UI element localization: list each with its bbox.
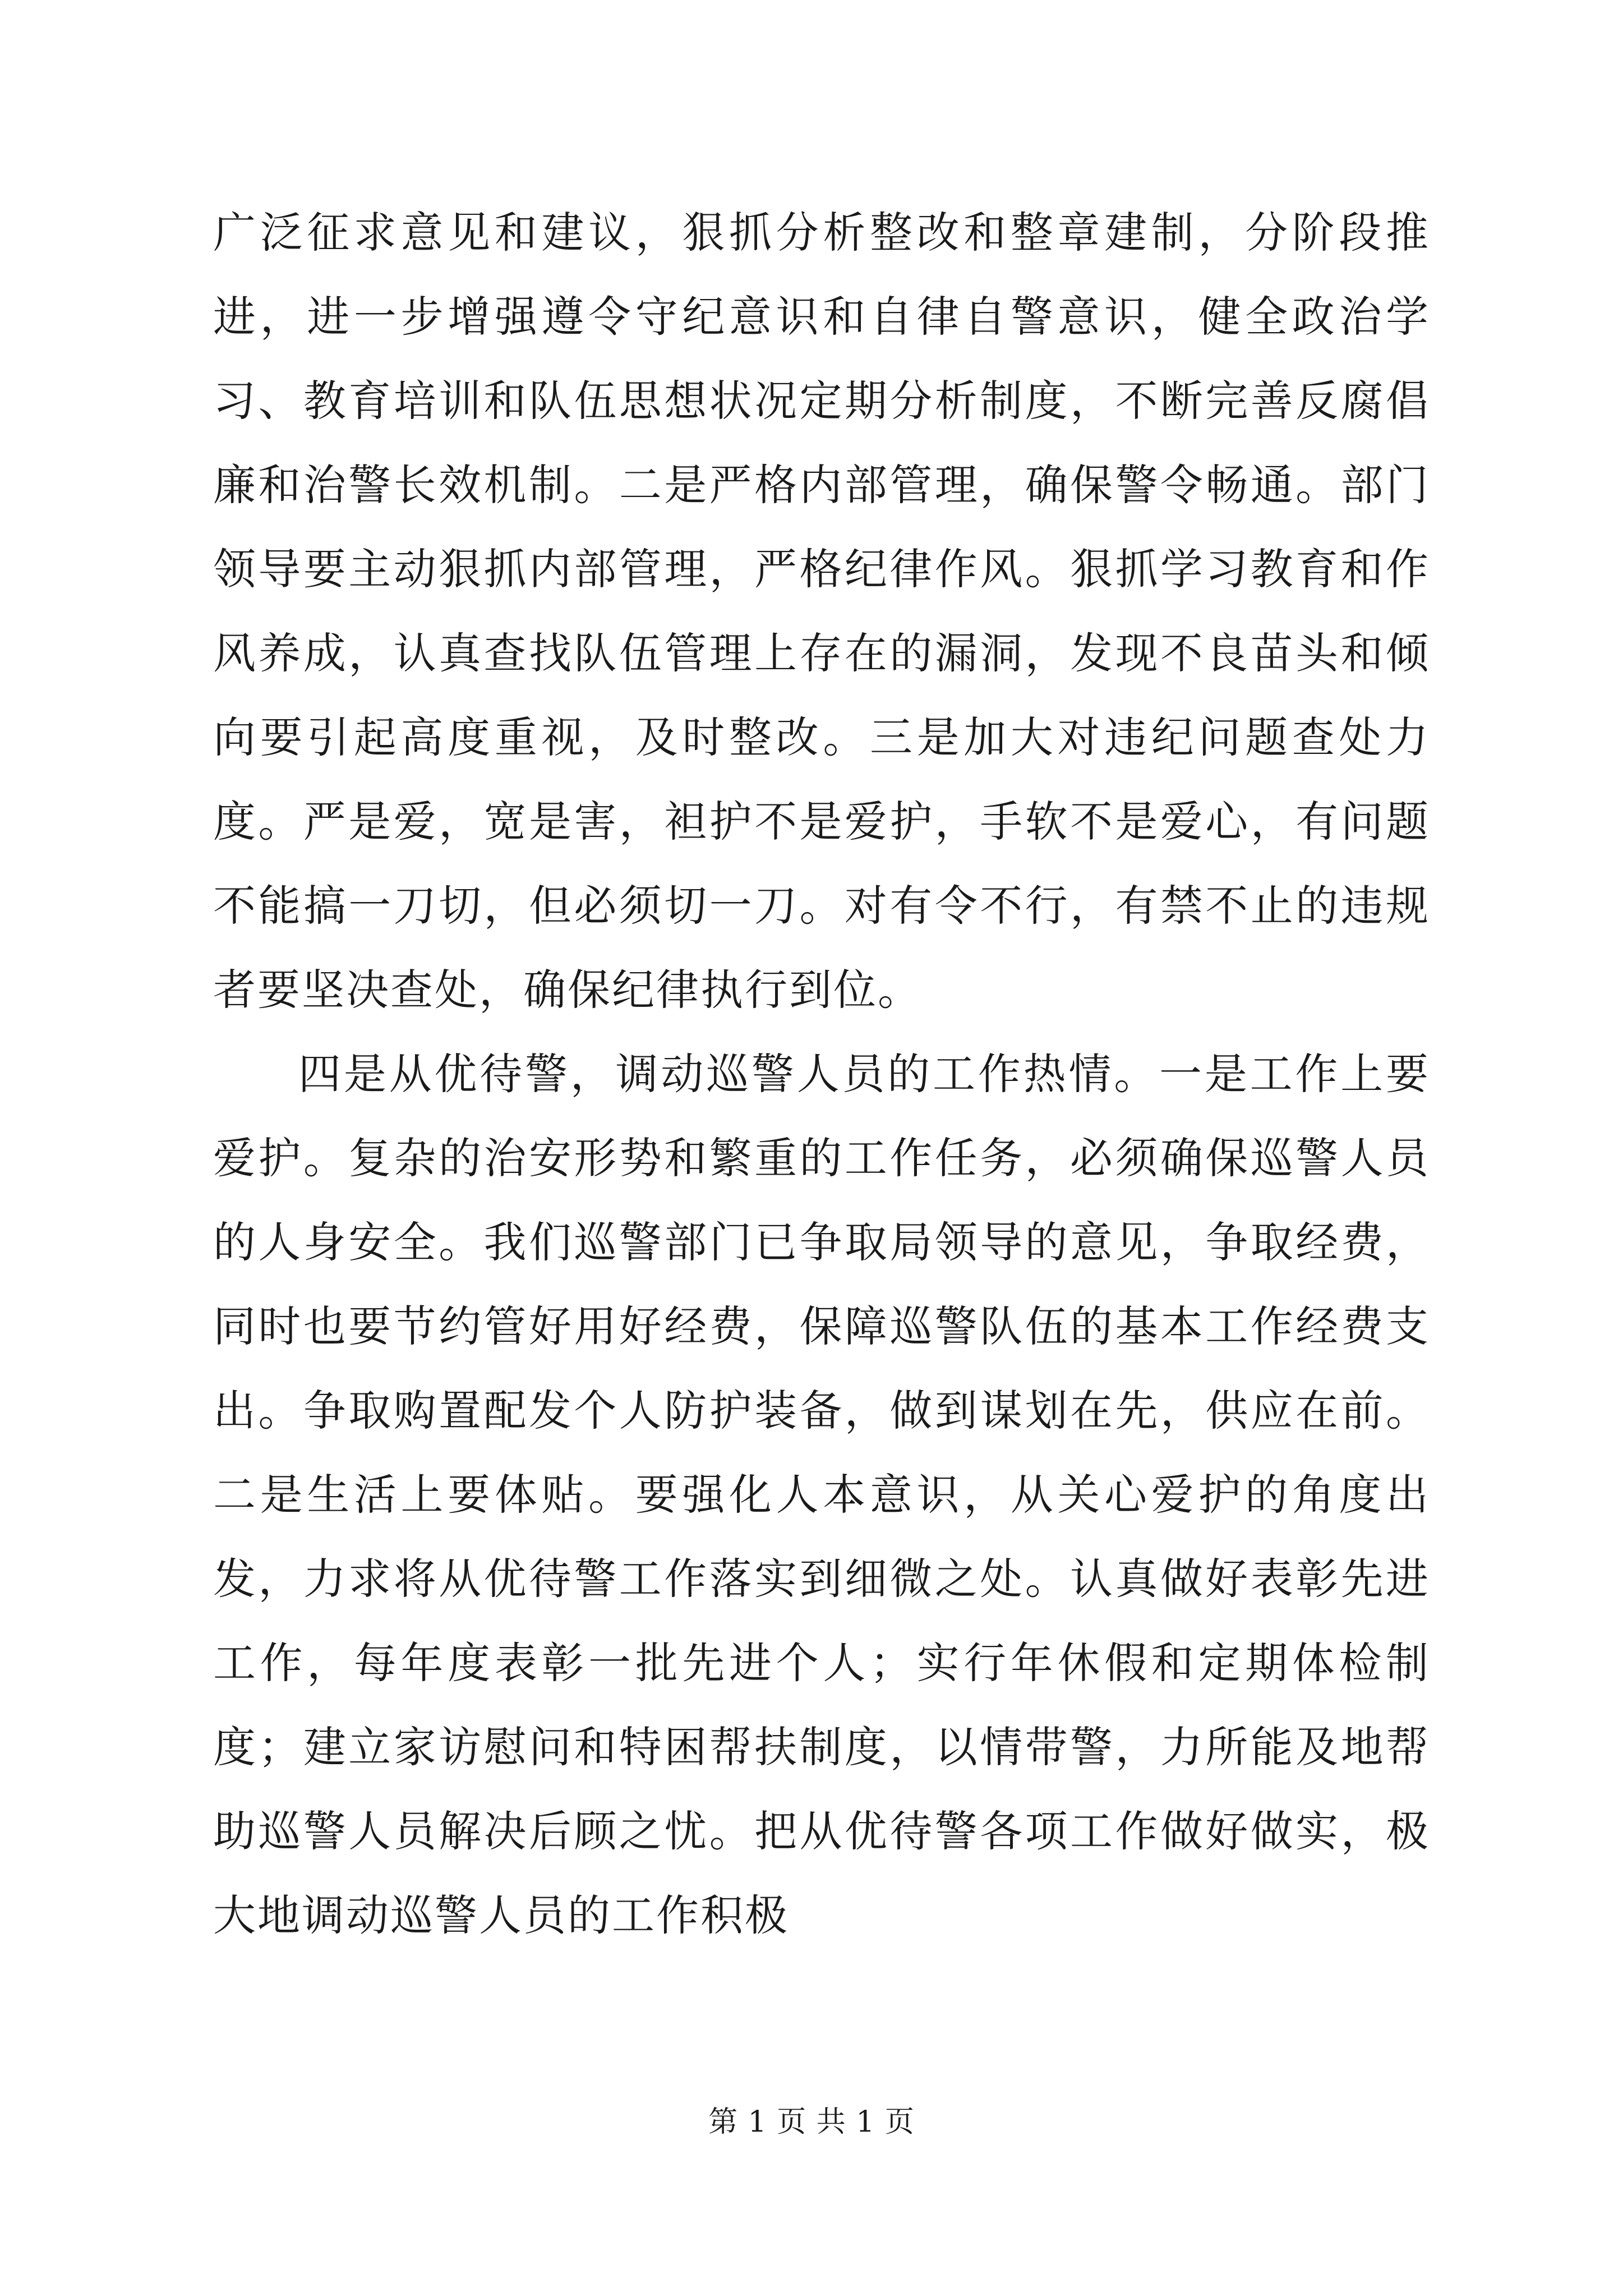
- document-body: [213, 191, 1430, 1958]
- paragraph-1: 广泛征求意见和建议，狠抓分析整改和整章建制，分阶段推进，进一步增强遵令守纪意识和自律自警意识，健全政治学习、教育培训和队伍思想状况定期分析制度，不断完善反腐倡廉和治警长效机制。二是严格内部管理，确保警令畅通。部门领导要主动狠抓内部管理，严格纪律作风。狠抓学习教育和作风养成，认真查找队伍管理上存在的漏洞，发现不良苗头和倾向要引起高度重视，及时整改。三是加大对违纪问题查处力度。严是爱，宽是害，袒护不是爱护，手软不是爱心，有问题不能搞一刀切，但必须切一刀。对有令不行，有禁不止的违规者要坚决查处，确保纪律执行到位。: [213, 208, 1430, 1015]
- paragraph-2: 四是从优待警，调动巡警人员的工作热情。一是工作上要爱护。复杂的治安形势和繁重的工作任务，必须确保巡警人员的人身安全。我们巡警部门已争取局领导的意见，争取经费，同时也要节约管好用好经费，保障巡警队伍的基本工作经费支出。争取购置配发个人防护装备，做到谋划在先，供应在前。二是生活上要体贴。要强化人本意识，从关心爱护的角度出发，力求将从优待警工作落实到细微之处。认真做好表彰先进工作，每年度表彰一批先进个人；实行年休假和定期体检制度；建立家访慰问和特困帮扶制度，以情带警，力所能及地帮助巡警人员解决后顾之忧。把从优待警各项工作做好做实，极大地调动巡警人员的工作积极: [213, 1049, 1430, 1940]
- page-footer: 第 1 页 共 1 页: [708, 2105, 915, 2139]
